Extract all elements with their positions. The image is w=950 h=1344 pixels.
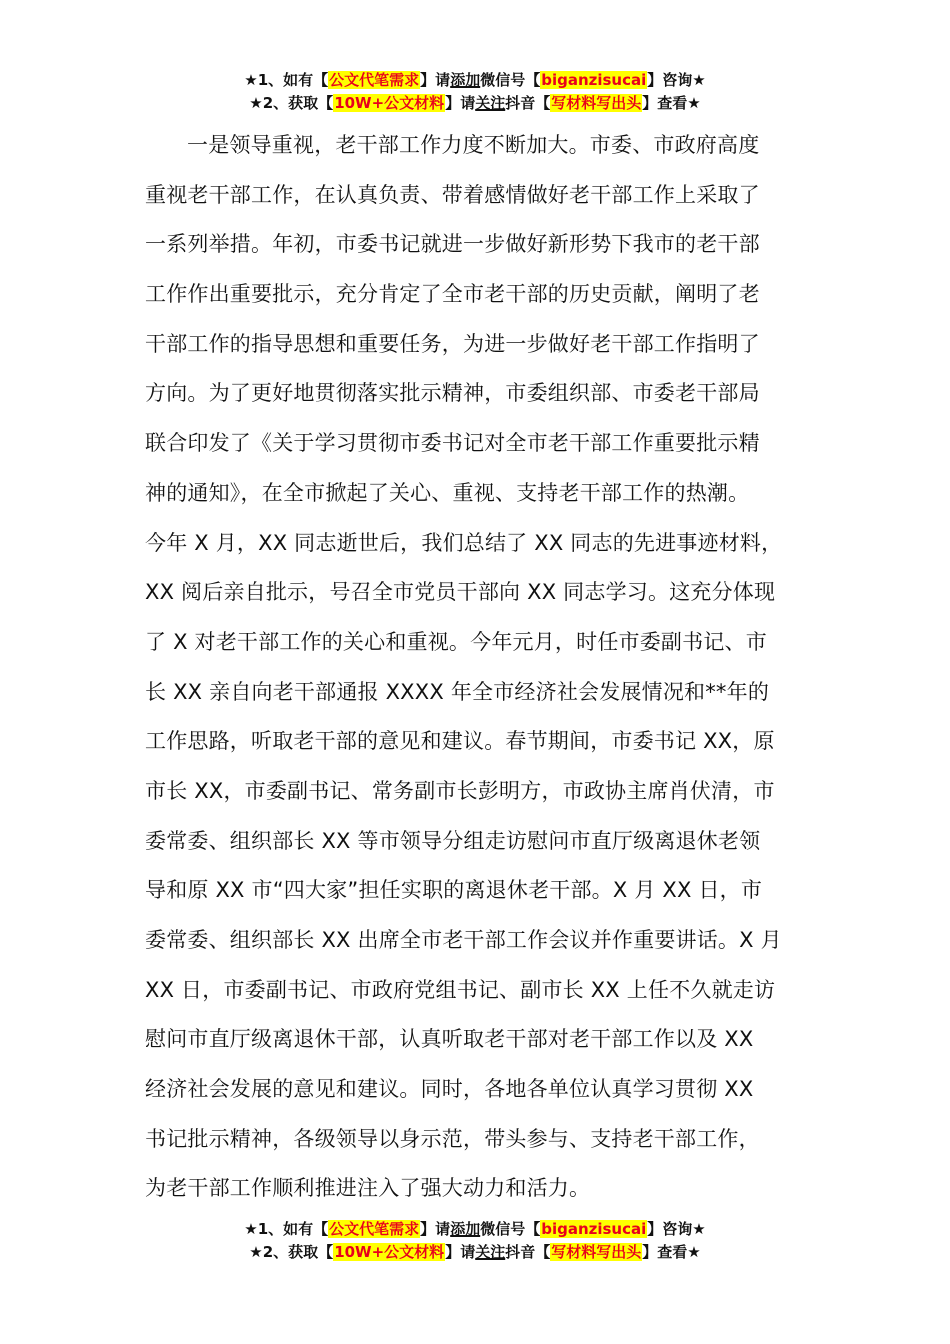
banner-text: 】请	[445, 94, 476, 112]
footer-banner	[0, 1218, 950, 1264]
body-line: 方向。为了更好地贯彻落实批示精神，市委组织部、市委老干部局	[145, 381, 760, 406]
banner-highlight: 公文代笔需求	[329, 71, 420, 89]
body-line: 一系列举措。年初，市委书记就进一步做好新形势下我市的老干部	[145, 232, 760, 257]
banner-highlight: 10W+公文材料	[334, 94, 445, 112]
body-line: 重视老干部工作，在认真负责、带着感情做好老干部工作上采取了	[145, 182, 760, 207]
body-line: 一是领导重视，老干部工作力度不断加大。市委、市政府高度	[187, 133, 760, 157]
banner-text: 微信号【	[480, 71, 541, 89]
body-line: 联合印发了《关于学习贯彻市委书记对全市老干部工作重要批示精	[145, 431, 760, 456]
body-line: 今年 X 月，XX 同志逝世后，我们总结了 XX 同志的先进事迹材料，	[145, 530, 783, 555]
banner-highlight: 10W+公文材料	[334, 1243, 445, 1261]
banner-highlight: 公文代笔需求	[329, 1220, 420, 1238]
body-line: 神的通知》，在全市掀起了关心、重视、支持老干部工作的热潮。	[145, 480, 750, 505]
banner-wechat-id: biganzisucai	[541, 71, 647, 89]
document-body	[145, 121, 845, 1214]
banner-text: 】咨询★	[647, 71, 706, 89]
banner-text: 】请	[420, 1220, 451, 1238]
banner-text: ★2、获取【	[249, 1243, 334, 1261]
body-line: 为老干部工作顺利推进注入了强大动力和活力。	[145, 1176, 591, 1201]
banner-text: 】查看★	[642, 1243, 701, 1261]
body-line: 工作思路，听取老干部的意见和建议。春节期间，市委书记 XX，原	[145, 729, 775, 754]
body-line: 长 XX 亲自向老干部通报 XXXX 年全市经济社会发展情况和**年的	[145, 679, 770, 704]
body-line: 了 X 对老干部工作的关心和重视。今年元月，时任市委副书记、市	[145, 629, 767, 654]
body-line: 委常委、组织部长 XX 出席全市老干部工作会议并作重要讲话。X 月	[145, 928, 782, 952]
body-line: 工作作出重要批示，充分肯定了全市老干部的历史贡献，阐明了老	[145, 282, 760, 307]
banner-line-1	[0, 1218, 950, 1241]
body-line: 导和原 XX 市“四大家”担任实职的离退休老干部。X 月 XX 日，市	[145, 878, 763, 903]
body-line: XX 阅后亲自批示，号召全市党员干部向 XX 同志学习。这充分体现	[145, 580, 776, 605]
banner-text: 】请	[445, 1243, 476, 1261]
banner-douyin-id: 写材料写出头	[551, 94, 642, 112]
banner-text: 抖音【	[505, 94, 551, 112]
banner-text: ★2、获取【	[249, 94, 334, 112]
banner-underlined: 添加	[450, 1220, 481, 1238]
banner-underlined: 添加	[450, 71, 481, 89]
banner-text: 抖音【	[505, 1243, 551, 1261]
body-line: 书记批示精神，各级领导以身示范，带头参与、支持老干部工作，	[145, 1126, 760, 1151]
banner-douyin-id: 写材料写出头	[551, 1243, 642, 1261]
banner-underlined: 关注	[475, 1243, 506, 1261]
banner-text: 】请	[420, 71, 451, 89]
header-banner	[0, 69, 950, 115]
banner-wechat-id: biganzisucai	[541, 1220, 647, 1238]
banner-line-2	[0, 1241, 950, 1264]
body-line: 委常委、组织部长 XX 等市领导分组走访慰问市直厅级离退休老领	[145, 828, 761, 853]
banner-text: ★1、如有【	[244, 71, 329, 89]
banner-text: 】咨询★	[647, 1220, 706, 1238]
banner-text: ★1、如有【	[244, 1220, 329, 1238]
body-line: 慰问市直厅级离退休干部，认真听取老干部对老干部工作以及 XX	[145, 1027, 754, 1052]
banner-line-1	[0, 69, 950, 92]
body-line: 经济社会发展的意见和建议。同时，各地各单位认真学习贯彻 XX	[145, 1077, 754, 1102]
banner-underlined: 关注	[475, 94, 506, 112]
banner-text: 】查看★	[642, 94, 701, 112]
body-line: 市长 XX，市委副书记、常务副市长彭明方，市政协主席肖伏清，市	[145, 778, 775, 803]
banner-text: 微信号【	[480, 1220, 541, 1238]
body-line: XX 日，市委副书记、市政府党组书记、副市长 XX 上任不久就走访	[145, 977, 776, 1002]
banner-line-2	[0, 92, 950, 115]
body-line: 干部工作的指导思想和重要任务，为进一步做好老干部工作指明了	[145, 331, 760, 356]
